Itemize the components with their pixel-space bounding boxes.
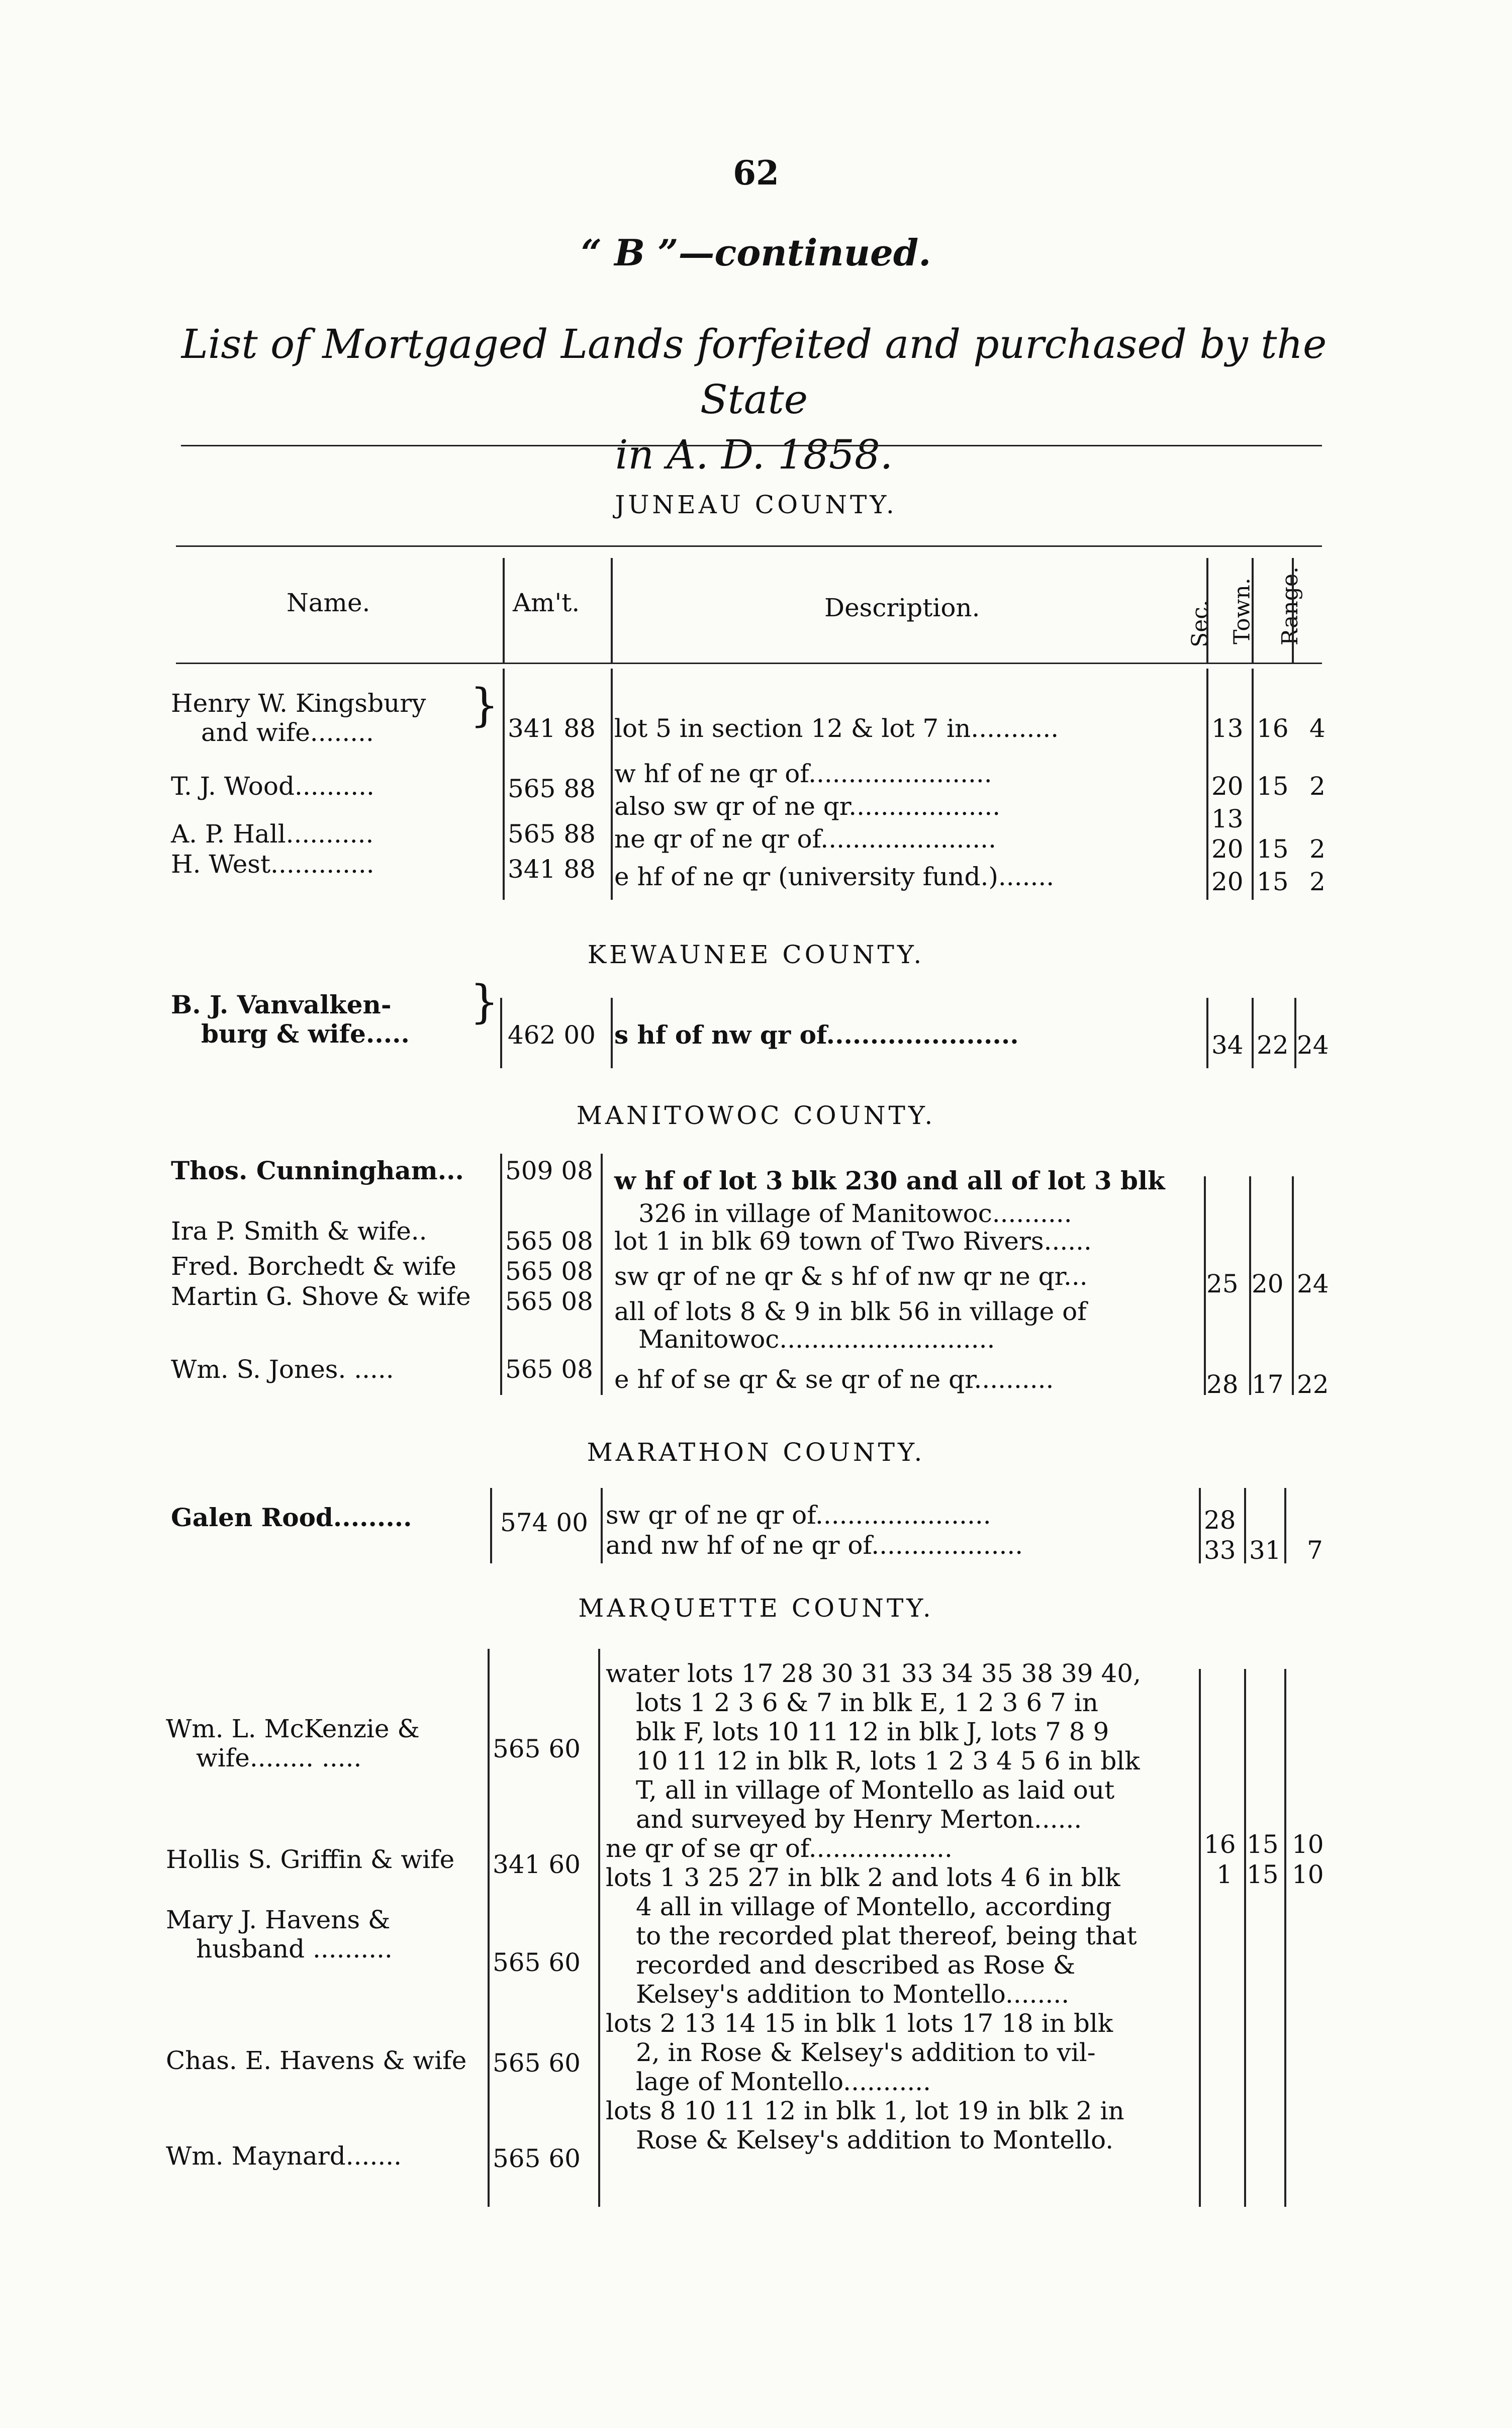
owner-name: Wm. Maynard....... — [166, 2141, 402, 2171]
description: lot 5 in section 12 & lot 7 in........... — [614, 714, 1059, 743]
amount: 565 60 — [493, 2048, 581, 2078]
amount: 565 88 — [508, 774, 596, 803]
column-divider — [1292, 1176, 1294, 1395]
range-number: 10 — [1292, 1860, 1324, 1889]
column-divider — [500, 998, 502, 1068]
amount: 565 88 — [508, 819, 596, 849]
town-number: 15 — [1257, 772, 1289, 801]
amount: 341 60 — [493, 1850, 581, 1879]
column-header-section: Sec. — [1187, 600, 1213, 647]
owner-name: Wm. S. Jones. ..... — [171, 1355, 394, 1384]
brace-mark: } — [470, 679, 499, 732]
description: all of lots 8 & 9 in blk 56 in village of — [614, 1297, 1087, 1326]
table-top-rule — [176, 545, 1322, 547]
column-divider — [611, 998, 613, 1068]
amount: 565 60 — [493, 2144, 581, 2173]
column-divider — [500, 1154, 502, 1395]
owner-name: Martin G. Shove & wife — [171, 1282, 471, 1311]
owner-name: B. J. Vanvalken- burg & wife..... — [171, 990, 410, 1049]
column-divider — [1252, 998, 1254, 1068]
description: ne qr of ne qr of...................... — [614, 824, 996, 854]
column-divider — [488, 1649, 490, 2207]
county-heading-kewaunee: KEWAUNEE COUNTY. — [587, 940, 925, 969]
range-number: 22 — [1297, 1370, 1329, 1399]
amount: 341 88 — [508, 714, 596, 743]
town-number: 15 — [1247, 1860, 1279, 1889]
column-divider — [1292, 558, 1294, 664]
amount: 565 60 — [493, 1948, 581, 1977]
owner-name: Henry W. Kingsbury and wife........ — [171, 689, 426, 747]
brace-mark: } — [470, 976, 499, 1029]
owner-name: Thos. Cunningham... — [171, 1156, 464, 1185]
section-number: 25 — [1206, 1269, 1239, 1298]
description: w hf of lot 3 blk 230 and all of lot 3 blk — [614, 1166, 1165, 1195]
title-rule — [181, 445, 1322, 446]
town-number: 22 — [1257, 1031, 1289, 1060]
amount: 565 60 — [493, 1734, 581, 1763]
owner-name: Hollis S. Griffin & wife — [166, 1845, 455, 1874]
section-number: 20 — [1211, 867, 1244, 896]
county-heading-marquette: MARQUETTE COUNTY. — [578, 1594, 934, 1623]
town-number: 16 — [1257, 714, 1289, 743]
section-number: 20 — [1211, 834, 1244, 864]
county-heading-manitowoc: MANITOWOC COUNTY. — [576, 1101, 936, 1130]
owner-name: Ira P. Smith & wife.. — [171, 1217, 427, 1246]
range-number: 7 — [1307, 1536, 1323, 1565]
range-number: 10 — [1292, 1830, 1324, 1859]
column-divider — [1206, 998, 1208, 1068]
column-divider — [1284, 1669, 1286, 2207]
owner-name: H. West............. — [171, 850, 374, 879]
town-number: 20 — [1252, 1269, 1284, 1298]
range-number: 2 — [1309, 834, 1326, 864]
column-divider — [1244, 1669, 1246, 2207]
amount: 509 08 — [505, 1156, 593, 1185]
description: w hf of ne qr of....................... — [614, 759, 992, 788]
column-divider — [601, 1154, 603, 1395]
section-number: 28 — [1204, 1506, 1236, 1535]
column-divider — [1199, 1669, 1201, 2207]
column-header-range: Range. — [1277, 567, 1303, 645]
column-header-town: Town. — [1229, 578, 1255, 644]
column-divider — [611, 669, 613, 900]
column-divider — [490, 1488, 492, 1563]
amount: 574 00 — [500, 1508, 588, 1537]
column-header-description: Description. — [824, 593, 980, 622]
range-number: 24 — [1297, 1269, 1329, 1298]
column-divider — [598, 1649, 600, 2207]
description: e hf of ne qr (university fund.)....... — [614, 862, 1055, 891]
description: Manitowoc........................... — [638, 1325, 995, 1354]
section-number: 1 — [1216, 1860, 1233, 1889]
column-divider — [1252, 669, 1254, 900]
description-block: water lots 17 28 30 31 33 34 35 38 39 40, lots 1 2 3 6 & 7 in blk E, 1 2 3 6 7 in blk F, lots 10 11 12 in blk J, lots 7 8 9 10 11 12 in blk R, lots 1 2 3 4 5 6 in blk T, all in village of Montello as laid out and surveyed by Henry Merton...... ne qr of se qr of.................. lots 1 3 25 27 in blk 2 and lots 4 6 in blk 4 all in village of Montello, according to the recorded plat thereof, being that recorded and described as Rose & Kelsey's addition to Montello........ lots 2 13 14 15 in blk 1 lots 17 18 in blk 2, in Rose & Kelsey's addition to vil- lage of Montello........... lots 8 10 11 12 in blk 1, lot 19 in blk 2 in Rose & Kelsey's addition to Montello. — [606, 1659, 1141, 2155]
description: lot 1 in blk 69 town of Two Rivers...... — [614, 1227, 1092, 1256]
amount: 565 08 — [505, 1227, 593, 1256]
column-header-amount: Am't. — [513, 588, 580, 617]
column-divider — [1206, 558, 1208, 664]
title-line-2: in A. D. 1858. — [615, 431, 893, 478]
description: 326 in village of Manitowoc.......... — [638, 1199, 1072, 1228]
range-number: 24 — [1297, 1031, 1329, 1060]
description: sw qr of ne qr & s hf of nw qr ne qr... — [614, 1262, 1088, 1291]
page-title — [171, 317, 1337, 483]
range-number: 4 — [1309, 714, 1326, 743]
column-divider — [1284, 1488, 1286, 1563]
owner-name: Fred. Borchedt & wife — [171, 1252, 456, 1281]
amount: 462 00 — [508, 1020, 596, 1050]
section-number: 34 — [1211, 1031, 1244, 1060]
column-divider — [1249, 1176, 1251, 1395]
owner-name: A. P. Hall........... — [171, 819, 374, 849]
column-divider — [601, 1488, 603, 1563]
description: and nw hf of ne qr of................... — [606, 1531, 1023, 1560]
county-heading-marathon: MARATHON COUNTY. — [587, 1438, 925, 1467]
column-divider — [611, 558, 613, 664]
town-number: 15 — [1257, 834, 1289, 864]
column-divider — [503, 669, 505, 900]
column-divider — [1204, 1176, 1206, 1395]
section-number: 13 — [1211, 804, 1244, 833]
column-divider — [1199, 1488, 1201, 1563]
owner-name: Galen Rood......... — [171, 1503, 412, 1532]
title-line-1: List of Mortgaged Lands forfeited and purchased by the State — [181, 321, 1327, 423]
section-number: 33 — [1204, 1536, 1236, 1565]
section-number: 20 — [1211, 772, 1244, 801]
owner-name: Mary J. Havens & husband .......... — [166, 1905, 393, 1964]
section-number: 28 — [1206, 1370, 1239, 1399]
section-number: 13 — [1211, 714, 1244, 743]
amount: 565 08 — [505, 1355, 593, 1384]
description: e hf of se qr & se qr of ne qr.......... — [614, 1365, 1054, 1394]
range-number: 2 — [1309, 867, 1326, 896]
description: sw qr of ne qr of...................... — [606, 1501, 991, 1530]
owner-name: Wm. L. McKenzie & wife........ ..... — [166, 1714, 420, 1772]
county-heading-juneau: JUNEAU COUNTY. — [615, 490, 897, 519]
column-divider — [1252, 558, 1254, 664]
amount: 565 08 — [505, 1257, 593, 1286]
town-number: 15 — [1247, 1830, 1279, 1859]
description: s hf of nw qr of...................... — [614, 1020, 1019, 1050]
town-number: 31 — [1249, 1536, 1281, 1565]
section-heading: “ B ”—continued. — [581, 231, 931, 274]
column-header-name: Name. — [287, 588, 370, 617]
table-header-rule — [176, 663, 1322, 664]
column-divider — [1294, 998, 1296, 1068]
range-number: 2 — [1309, 772, 1326, 801]
town-number: 15 — [1257, 867, 1289, 896]
amount: 565 08 — [505, 1287, 593, 1316]
column-divider — [1244, 1488, 1246, 1563]
owner-name: Chas. E. Havens & wife — [166, 2046, 467, 2075]
section-number: 16 — [1204, 1830, 1236, 1859]
page-number: 62 — [733, 153, 779, 193]
column-divider — [1206, 669, 1208, 900]
amount: 341 88 — [508, 855, 596, 884]
column-divider — [503, 558, 505, 664]
town-number: 17 — [1252, 1370, 1284, 1399]
description: also sw qr of ne qr................... — [614, 792, 1001, 821]
owner-name: T. J. Wood.......... — [171, 772, 374, 801]
